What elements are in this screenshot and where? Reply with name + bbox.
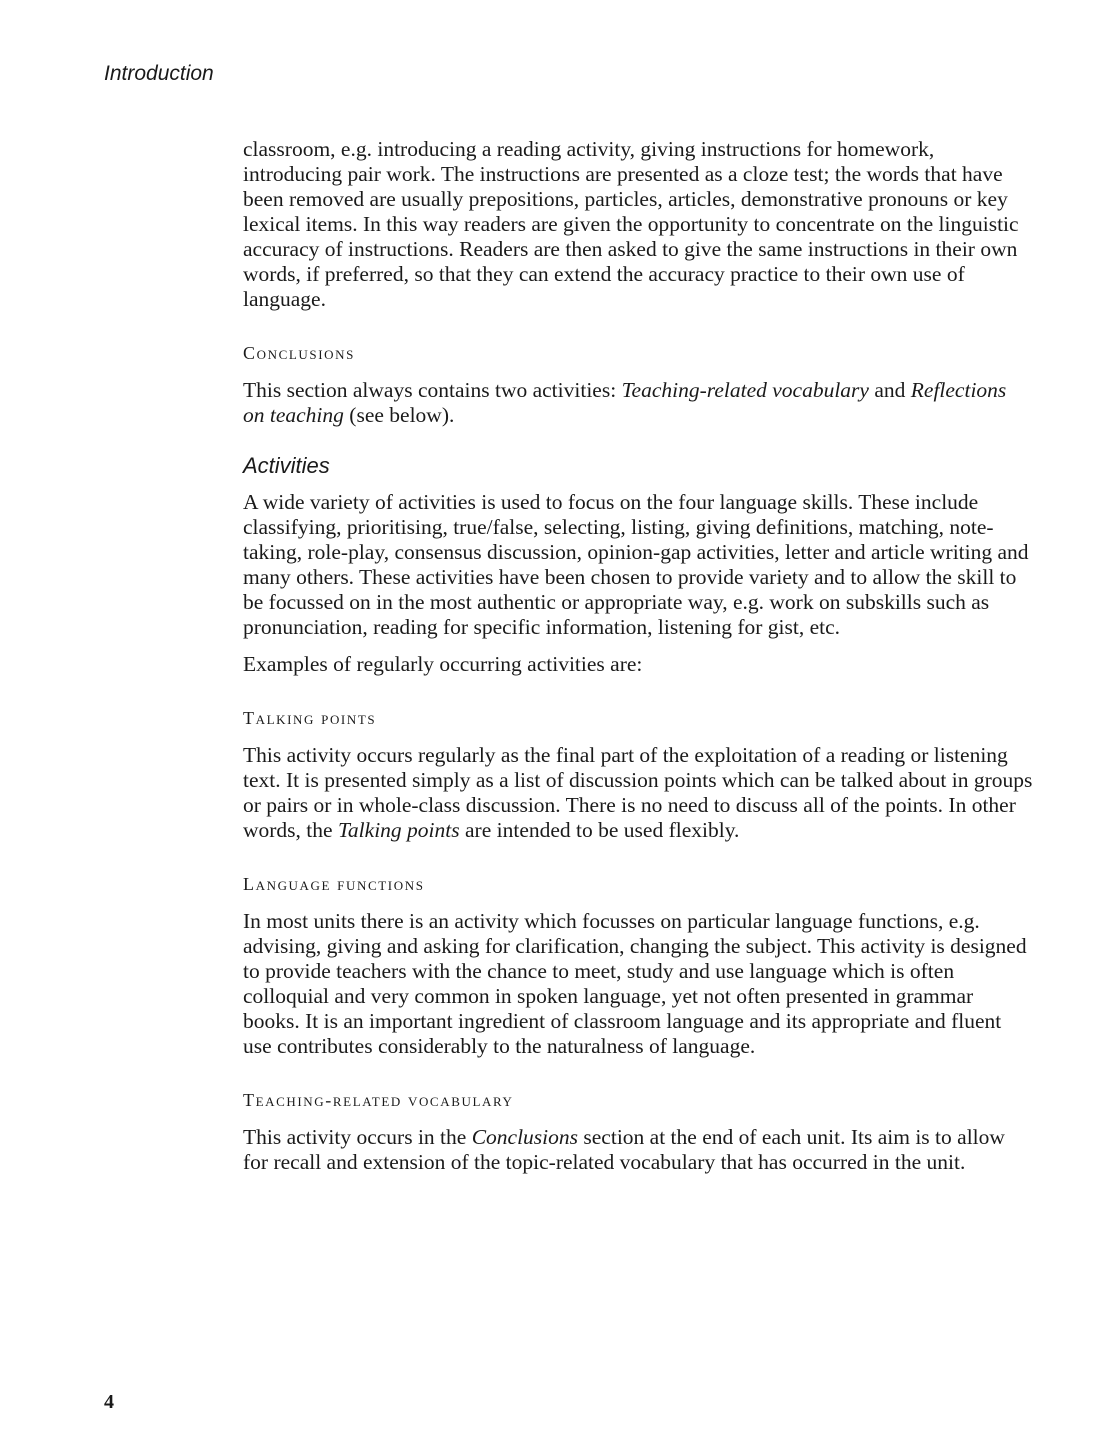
activities-paragraph-1: A wide variety of activities is used to focus on the four language skills. These include classifying, prioritising, true/false, selecting, listing, giving definitions, matching, note-taking, role-play, consensus discussion, opinion-gap activities, letter and article writing and many others. These activities have been chosen to provide variety and to allow the skill to be focussed on in the most authentic or appropriate way, e.g. work on subskills such as pronunciation, reading for specific information, listening for gist, etc. bbox=[243, 490, 1029, 639]
running-head: Introduction bbox=[104, 62, 214, 85]
intro-paragraph: classroom, e.g. introducing a reading activity, giving instructions for homework, introducing pair work. The instructions are presented as a cloze test; the words that have been removed are usually prepositions, particles, articles, demonstrative pronouns or key lexical items. In this way readers are given the opportunity to concentrate on the linguistic accuracy of instructions. Readers are then asked to give the same instructions in their own words, if preferred, so that they can extend the accuracy practice to their own use of language. bbox=[243, 137, 1019, 311]
activities-title: Activities bbox=[243, 453, 330, 478]
talking-points-heading: Talking points bbox=[243, 708, 377, 728]
activities-paragraph-2: Examples of regularly occurring activities are: bbox=[243, 652, 643, 676]
conclusions-paragraph: This section always contains two activities: Teaching-related vocabulary and Reflections on teaching (see below). bbox=[243, 378, 1007, 427]
conclusions-heading: Conclusions bbox=[243, 343, 355, 363]
talking-points-paragraph: This activity occurs regularly as the final part of the exploitation of a reading or listening text. It is presented simply as a list of discussion points which can be talked about in groups or pairs or in whole-class discussion. There is no need to discuss all of the points. In other words, the Talking points are intended to be used flexibly. bbox=[243, 743, 1033, 842]
language-functions-heading: Language functions bbox=[243, 874, 425, 894]
page-body bbox=[243, 137, 1033, 1175]
language-functions-paragraph: In most units there is an activity which focusses on particular language functions, e.g. advising, giving and asking for clarification, changing the subject. This activity is designed to provide teachers with the chance to meet, study and use language which is often colloquial and very common in spoken language, yet not often presented in grammar books. It is an important ingredient of classroom language and its appropriate and fluent use contributes considerably to the naturalness of language. bbox=[243, 909, 1027, 1058]
teaching-vocabulary-paragraph: This activity occurs in the Conclusions section at the end of each unit. Its aim is to allow for recall and extension of the topic-related vocabulary that has occurred in the unit. bbox=[243, 1125, 1005, 1174]
teaching-vocabulary-heading: Teaching-related vocabulary bbox=[243, 1090, 514, 1110]
page-number: 4 bbox=[104, 1391, 114, 1413]
